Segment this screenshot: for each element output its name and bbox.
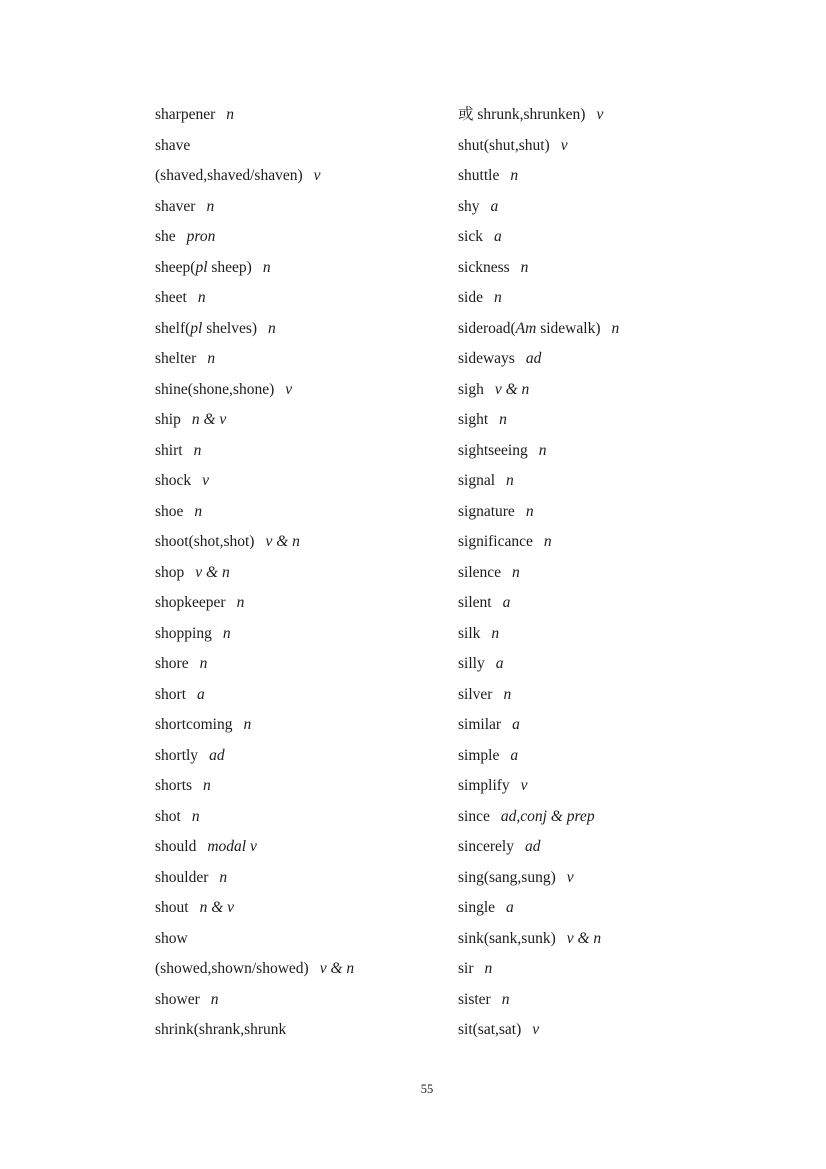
word-entry — [458, 649, 619, 680]
word-text: she — [155, 228, 176, 246]
word-text: (showed,shown/showed) — [155, 960, 309, 978]
pos-label: a — [495, 655, 504, 673]
word-entry — [155, 344, 354, 375]
word-entry — [458, 283, 619, 314]
pos-label: n — [207, 350, 216, 368]
word-list-column-left — [155, 100, 354, 1046]
pos-label: v & n — [195, 563, 230, 581]
word-text: shuttle — [458, 167, 500, 185]
word-entry — [458, 710, 619, 741]
pos-label: v & n — [265, 533, 300, 551]
word-text: silly — [458, 655, 485, 673]
pos-label: n — [520, 258, 529, 276]
word-entry — [155, 283, 354, 314]
word-entry — [458, 619, 619, 650]
word-entry — [458, 466, 619, 497]
pos-label: n — [538, 441, 547, 459]
word-text: shaver — [155, 197, 196, 215]
word-entry — [458, 497, 619, 528]
pos-label: n — [193, 441, 202, 459]
word-entry — [155, 253, 354, 284]
pos-label: pl — [195, 258, 208, 276]
word-text: shower — [155, 990, 200, 1008]
pos-label: n — [512, 563, 520, 581]
pos-label: n — [191, 807, 200, 825]
word-text: should — [155, 838, 197, 856]
pos-label: v — [532, 1021, 540, 1039]
word-entry — [155, 436, 354, 467]
word-entry — [458, 344, 619, 375]
pos-label: v — [566, 868, 574, 886]
pos-label: ad,conj & prep — [500, 807, 595, 825]
word-entry — [155, 802, 354, 833]
word-entry — [458, 405, 619, 436]
word-entry — [458, 680, 619, 711]
word-text: shelves) — [202, 319, 258, 337]
pos-label: v — [202, 472, 210, 490]
word-text: silver — [458, 685, 493, 703]
word-text: shock — [155, 472, 192, 490]
word-entry — [155, 222, 354, 253]
word-text: shine(shone,shone) — [155, 380, 275, 398]
word-text: sincerely — [458, 838, 514, 856]
pos-label: n — [226, 106, 234, 123]
word-text: sir — [458, 960, 474, 978]
word-entry — [155, 893, 354, 924]
pos-label: n — [210, 990, 219, 1008]
word-text: shot — [155, 807, 181, 825]
word-entry — [155, 527, 354, 558]
word-text: shop — [155, 563, 185, 581]
word-entry — [458, 527, 619, 558]
word-list-column-right — [458, 100, 619, 1046]
word-entry — [155, 771, 354, 802]
pos-label: v — [520, 777, 528, 795]
pos-label: n — [501, 990, 510, 1008]
word-entry — [155, 924, 354, 955]
word-entry — [155, 192, 354, 223]
pos-label: v — [285, 380, 293, 398]
word-entry — [458, 954, 619, 985]
word-entry — [458, 253, 619, 284]
pos-label: pl — [190, 319, 203, 337]
word-text: sheet — [155, 289, 187, 307]
word-entry — [155, 497, 354, 528]
pos-label: a — [506, 899, 514, 917]
word-text: sick — [458, 228, 483, 246]
word-entry — [458, 436, 619, 467]
word-text: shout — [155, 899, 189, 917]
pos-label: v — [313, 167, 321, 185]
word-text: similar — [458, 716, 502, 734]
pos-label: v — [560, 136, 568, 154]
word-entry — [155, 558, 354, 589]
word-text: side — [458, 289, 483, 307]
word-text: shoulder — [155, 868, 209, 886]
pos-label: n — [484, 960, 493, 978]
word-text: signal — [458, 472, 496, 490]
word-text: sightseeing — [458, 441, 528, 459]
word-entry — [458, 100, 619, 131]
word-entry — [155, 131, 354, 162]
word-entry — [458, 832, 619, 863]
word-text: shut(shut,shut) — [458, 136, 550, 154]
word-entry — [458, 314, 619, 345]
pos-label: n — [194, 502, 203, 520]
pos-label: n & v — [199, 899, 235, 917]
pos-label: n — [236, 594, 245, 612]
word-text: signature — [458, 502, 515, 520]
word-entry — [458, 222, 619, 253]
word-text: shore — [155, 655, 189, 673]
page-number: 55 — [420, 1082, 434, 1096]
word-text: 或 shrunk,shrunken) — [458, 106, 586, 123]
word-text: shoot(shot,shot) — [155, 533, 255, 551]
word-entry — [155, 741, 354, 772]
word-entry — [155, 375, 354, 406]
word-text: simple — [458, 746, 500, 764]
word-text: shorts — [155, 777, 193, 795]
word-text: shirt — [155, 441, 183, 459]
word-entry — [458, 131, 619, 162]
word-text: sight — [458, 411, 489, 429]
word-entry — [155, 710, 354, 741]
word-text: sheep( — [155, 258, 196, 276]
word-text: sing(sang,sung) — [458, 868, 556, 886]
word-text: (shaved,shaved/shaven) — [155, 167, 303, 185]
word-entry — [458, 192, 619, 223]
pos-label: ad — [209, 746, 225, 764]
word-text: sideways — [458, 350, 515, 368]
word-text: shortcoming — [155, 716, 233, 734]
word-entry — [155, 466, 354, 497]
word-entry — [155, 649, 354, 680]
pos-label: n — [510, 167, 519, 185]
word-entry — [155, 588, 354, 619]
word-text: sink(sank,sunk) — [458, 929, 556, 947]
word-entry — [458, 588, 619, 619]
pos-label: n & v — [191, 411, 227, 429]
pos-label: a — [502, 594, 511, 612]
word-text: silent — [458, 594, 492, 612]
word-entry — [458, 558, 619, 589]
pos-label: n — [206, 197, 215, 215]
pos-label: a — [197, 685, 205, 703]
word-entry — [458, 985, 619, 1016]
word-text: shy — [458, 197, 480, 215]
pos-label: n — [525, 502, 534, 520]
word-text: sideroad( — [458, 319, 516, 337]
pos-label: n — [199, 655, 208, 673]
pos-label: a — [510, 746, 519, 764]
pos-label: n — [197, 289, 206, 307]
pos-label: n — [503, 685, 512, 703]
pos-label: v — [596, 106, 604, 123]
word-entry — [155, 100, 354, 131]
word-entry — [155, 954, 354, 985]
word-text: single — [458, 899, 496, 917]
word-text: since — [458, 807, 490, 825]
word-text: ship — [155, 411, 181, 429]
word-text: shoe — [155, 502, 184, 520]
pos-label: n — [203, 777, 211, 795]
word-text: short — [155, 685, 186, 703]
word-entry — [155, 314, 354, 345]
word-entry — [155, 1015, 354, 1046]
word-text: sheep) — [207, 258, 252, 276]
word-text: shelf( — [155, 319, 191, 337]
pos-label: n — [222, 624, 231, 642]
pos-label: Am — [515, 319, 537, 337]
word-entry — [458, 771, 619, 802]
pos-label: ad — [525, 350, 542, 368]
word-text: shave — [155, 136, 191, 154]
word-text: significance — [458, 533, 533, 551]
word-text: show — [155, 929, 188, 947]
word-entry — [155, 863, 354, 894]
word-text: shopkeeper — [155, 594, 226, 612]
pos-label: n — [543, 533, 552, 551]
pos-label: n — [268, 319, 276, 337]
word-entry — [458, 924, 619, 955]
pos-label: n — [493, 289, 502, 307]
pos-label: v & n — [319, 960, 355, 978]
word-entry — [155, 405, 354, 436]
word-text: shortly — [155, 746, 199, 764]
word-text: shelter — [155, 350, 197, 368]
word-text: sigh — [458, 380, 484, 398]
word-entry — [458, 741, 619, 772]
word-entry — [458, 1015, 619, 1046]
pos-label: n — [611, 319, 620, 337]
pos-label: pron — [186, 228, 216, 246]
word-entry — [155, 985, 354, 1016]
word-text: sharpener — [155, 106, 216, 123]
pos-label: ad — [524, 838, 541, 856]
word-entry — [458, 802, 619, 833]
word-entry — [458, 161, 619, 192]
pos-label: a — [512, 716, 520, 734]
pos-label: a — [493, 228, 502, 246]
word-text: sister — [458, 990, 491, 1008]
word-text: shopping — [155, 624, 212, 642]
word-entry — [458, 375, 619, 406]
word-text: silence — [458, 563, 502, 581]
word-entry — [155, 619, 354, 650]
word-entry — [155, 832, 354, 863]
word-entry — [458, 893, 619, 924]
pos-label: v & n — [494, 380, 530, 398]
word-text: sickness — [458, 258, 510, 276]
pos-label: n — [219, 868, 228, 886]
pos-label: modal v — [207, 838, 257, 856]
word-entry — [458, 863, 619, 894]
pos-label: n — [262, 258, 271, 276]
pos-label: a — [490, 197, 499, 215]
word-entry — [155, 680, 354, 711]
word-entry — [155, 161, 354, 192]
word-text: silk — [458, 624, 481, 642]
word-text: shrink(shrank,shrunk — [155, 1021, 287, 1039]
pos-label: n — [506, 472, 514, 490]
pos-label: n — [243, 716, 252, 734]
pos-label: v & n — [566, 929, 602, 947]
word-text: sidewalk) — [536, 319, 601, 337]
word-text: simplify — [458, 777, 510, 795]
word-text: sit(sat,sat) — [458, 1021, 522, 1039]
pos-label: n — [491, 624, 500, 642]
pos-label: n — [499, 411, 507, 429]
